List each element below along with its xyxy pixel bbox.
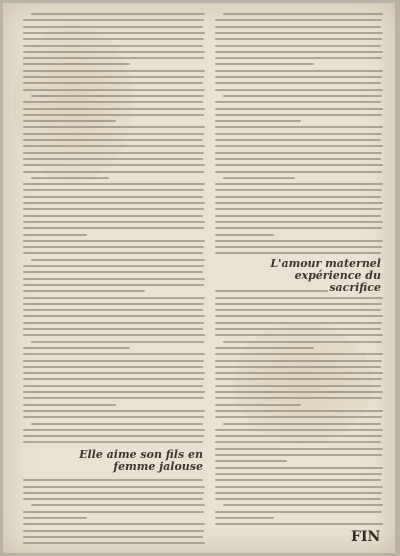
text-line — [31, 423, 203, 425]
text-line — [23, 196, 203, 198]
text-line — [215, 133, 382, 135]
text-line — [23, 139, 203, 141]
text-line — [215, 246, 382, 248]
text-line — [215, 252, 381, 254]
text-line — [215, 486, 383, 488]
text-line — [23, 76, 204, 78]
text-line — [23, 328, 203, 330]
text-line — [215, 303, 382, 305]
text-line — [23, 530, 204, 532]
text-line — [23, 234, 87, 236]
text-line — [23, 171, 204, 173]
text-line — [223, 423, 381, 425]
text-line — [31, 259, 205, 261]
text-line — [215, 328, 381, 330]
text-line — [215, 240, 383, 242]
text-line — [23, 353, 205, 355]
text-line — [23, 265, 204, 267]
text-line — [215, 467, 383, 469]
text-line — [215, 492, 382, 494]
text-line — [31, 95, 204, 97]
text-line — [215, 479, 381, 481]
text-line — [215, 82, 381, 84]
text-line — [215, 372, 383, 374]
text-line — [23, 360, 204, 362]
text-line — [23, 385, 203, 387]
text-line — [23, 32, 205, 34]
text-line — [215, 215, 381, 217]
text-line — [215, 366, 381, 368]
text-line — [215, 32, 383, 34]
text-line — [23, 334, 205, 336]
text-line — [23, 164, 205, 166]
text-line — [215, 171, 382, 173]
text-line — [23, 309, 203, 311]
text-line — [215, 517, 274, 519]
text-line — [215, 322, 382, 324]
text-line — [23, 523, 205, 525]
text-line — [215, 152, 382, 154]
text-line — [215, 378, 382, 380]
text-line — [215, 385, 381, 387]
text-line — [215, 227, 382, 229]
text-line — [215, 511, 382, 513]
text-line — [215, 309, 381, 311]
text-line — [215, 189, 382, 191]
text-line — [215, 416, 382, 418]
text-line — [31, 504, 205, 506]
text-line — [23, 26, 203, 28]
magazine-page — [3, 3, 395, 553]
text-line — [23, 429, 205, 431]
text-line — [215, 145, 383, 147]
text-line — [215, 498, 381, 500]
text-line — [23, 511, 204, 513]
text-line — [23, 82, 203, 84]
text-line — [223, 13, 383, 15]
text-line — [215, 435, 382, 437]
text-line — [23, 133, 204, 135]
text-line — [23, 290, 145, 292]
text-line — [23, 404, 116, 406]
text-line — [23, 517, 87, 519]
text-line — [223, 95, 382, 97]
text-line — [215, 334, 383, 336]
text-line — [23, 126, 205, 128]
text-line — [23, 410, 205, 412]
text-line — [215, 473, 382, 475]
text-line — [215, 89, 383, 91]
text-line — [23, 120, 116, 122]
text-line — [23, 252, 203, 254]
text-line — [215, 391, 383, 393]
text-line — [215, 158, 381, 160]
text-line — [215, 139, 381, 141]
text-line — [23, 189, 204, 191]
text-line — [215, 26, 381, 28]
text-line — [215, 297, 383, 299]
text-line — [215, 183, 383, 185]
text-line — [23, 397, 204, 399]
text-line — [223, 341, 382, 343]
text-line — [215, 360, 382, 362]
text-line — [23, 278, 205, 280]
text-line — [23, 114, 204, 116]
text-line — [215, 221, 383, 223]
text-line — [215, 45, 381, 47]
text-line — [23, 366, 203, 368]
text-line — [23, 152, 204, 154]
text-line — [23, 492, 204, 494]
text-line — [215, 523, 383, 525]
text-line — [215, 120, 301, 122]
text-line — [23, 271, 203, 273]
text-line — [23, 101, 203, 103]
text-line — [23, 240, 205, 242]
text-line — [215, 19, 382, 21]
text-line — [23, 284, 204, 286]
text-line — [23, 70, 205, 72]
text-line — [23, 51, 205, 53]
text-line — [215, 101, 381, 103]
text-line — [215, 76, 382, 78]
text-line — [215, 234, 274, 236]
text-line — [23, 45, 203, 47]
text-line — [215, 196, 381, 198]
text-line — [215, 108, 383, 110]
text-line — [23, 19, 204, 21]
text-line — [23, 486, 205, 488]
text-line — [31, 13, 205, 15]
text-line — [31, 341, 204, 343]
text-line — [215, 164, 383, 166]
text-line — [23, 315, 205, 317]
text-line — [223, 504, 383, 506]
text-line — [23, 215, 203, 217]
text-line — [215, 315, 383, 317]
text-line — [215, 114, 382, 116]
text-line — [215, 63, 314, 65]
text-line — [23, 372, 205, 374]
text-line — [23, 38, 204, 40]
text-line — [31, 177, 109, 179]
text-line — [23, 378, 204, 380]
text-line — [215, 70, 383, 72]
text-line — [23, 303, 204, 305]
text-line — [215, 51, 383, 53]
text-line — [23, 63, 130, 65]
text-line — [23, 416, 204, 418]
text-line — [215, 57, 382, 59]
text-line — [23, 479, 203, 481]
text-line — [215, 38, 382, 40]
text-line — [215, 208, 382, 210]
text-line — [23, 441, 203, 443]
text-line — [215, 441, 381, 443]
text-line — [23, 89, 205, 91]
text-line — [23, 246, 204, 248]
end-mark: FIN — [351, 529, 381, 545]
text-line — [23, 158, 203, 160]
text-line — [215, 347, 314, 349]
text-line — [23, 208, 204, 210]
text-line — [215, 410, 383, 412]
text-line — [215, 429, 383, 431]
text-line — [215, 448, 383, 450]
text-line — [23, 347, 130, 349]
text-line — [23, 498, 203, 500]
text-line — [23, 297, 205, 299]
text-line — [23, 391, 205, 393]
text-line — [23, 145, 205, 147]
heading-jealous-love: Elle aime son fils en femme jalouse — [79, 448, 203, 473]
text-line — [23, 435, 204, 437]
text-line — [23, 542, 205, 544]
text-line — [23, 221, 205, 223]
text-line — [215, 202, 383, 204]
text-line — [215, 454, 382, 456]
text-line — [23, 202, 205, 204]
text-line — [215, 404, 301, 406]
text-line — [23, 322, 204, 324]
text-line — [215, 397, 382, 399]
text-line — [23, 57, 204, 59]
text-line — [23, 183, 205, 185]
text-line — [215, 353, 383, 355]
text-line — [215, 126, 383, 128]
text-line — [223, 177, 295, 179]
text-line — [23, 108, 205, 110]
text-line — [23, 227, 204, 229]
heading-maternal-love: L'amour maternel expérience du sacrifice — [270, 257, 381, 294]
text-line — [215, 460, 287, 462]
text-line — [23, 536, 203, 538]
